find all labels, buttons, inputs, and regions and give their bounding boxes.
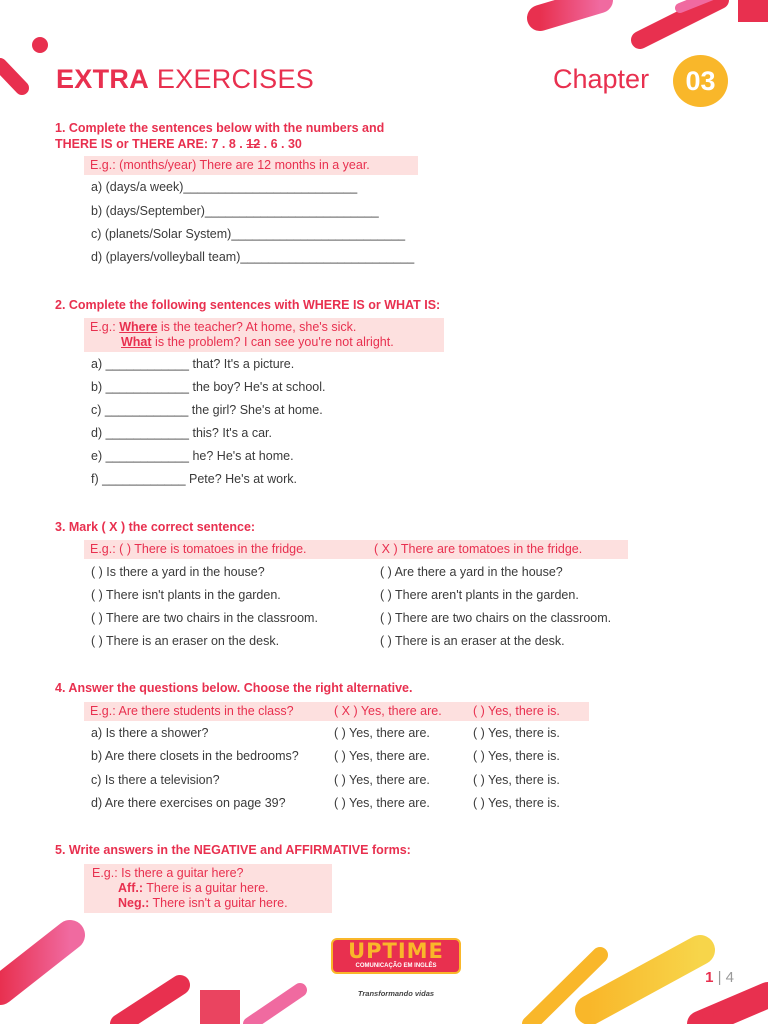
section-3-example: E.g.: ( ) There is tomatoes in the fridge. ( X ) There are tomatoes in the fridge. (84, 540, 628, 559)
option: ( ) Yes, there are. (334, 749, 430, 763)
list-item: ( ) There are two chairs in the classroom. (91, 611, 318, 625)
page-number: 1 | 4 (705, 969, 734, 986)
list-item: ( ) Is there a yard in the house? (91, 565, 265, 579)
list-item: a) (days/a week)_________________________ (91, 180, 358, 194)
list-item: ( ) There is an eraser at the desk. (380, 634, 565, 648)
option: ( ) Yes, there are. (334, 796, 430, 810)
page-title: EXTRA EXERCISES (56, 64, 315, 94)
list-item: d) (players/volleyball team)_________________________ (91, 250, 415, 264)
list-item: c) (planets/Solar System)_________________________ (91, 227, 406, 241)
section-5-example: E.g.: Is there a guitar here? Aff.: There is a guitar here. Neg.: There isn't a guitar here. (84, 864, 332, 913)
logo-tagline: Transformando vidas (357, 989, 435, 998)
list-item: ( ) There is an eraser on the desk. (91, 634, 280, 648)
list-item: ( ) There isn't plants in the garden. (91, 588, 281, 602)
uptime-logo: UPTIME COMUNICAÇÃO EM INGLÊS (331, 938, 461, 974)
section-4-example: E.g.: Are there students in the class? ( X ) Yes, there are. ( ) Yes, there is. (84, 702, 589, 721)
section-2-example: E.g.: Where is the teacher? At home, she's sick. What is the problem? I can see you're not alright. (84, 318, 444, 352)
list-item: a) ____________ that? It's a picture. (91, 357, 295, 371)
section-2-heading: 2. Complete the following sentences with WHERE IS or WHAT IS: (55, 298, 441, 312)
section-1-example: E.g.: (months/year) There are 12 months in a year. (84, 156, 418, 175)
chapter-number-badge: 03 (673, 55, 728, 107)
section-4-heading: 4. Answer the questions below. Choose the right alternative. (55, 681, 413, 695)
list-item: b) (days/September)_________________________ (91, 204, 379, 218)
list-item: ( ) There aren't plants in the garden. (380, 588, 579, 602)
list-item: c) ____________ the girl? She's at home. (91, 403, 323, 417)
list-item: b) ____________ the boy? He's at school. (91, 380, 326, 394)
section-1-heading: 1. Complete the sentences below with the numbers and THERE IS or THERE ARE: 7 . 8 . 12 . 6 . 30 (55, 121, 385, 151)
option: ( ) Yes, there are. (334, 773, 430, 787)
option: ( ) Yes, there is. (473, 796, 560, 810)
option: ( ) Yes, there is. (473, 726, 560, 740)
chapter-label: Chapter (553, 64, 650, 94)
option: ( ) Yes, there are. (334, 726, 430, 740)
question: b) Are there closets in the bedrooms? (91, 749, 299, 763)
list-item: f) ____________ Pete? He's at work. (91, 472, 297, 486)
section-3-heading: 3. Mark ( X ) the correct sentence: (55, 520, 256, 534)
section-5-heading: 5. Write answers in the NEGATIVE and AFFIRMATIVE forms: (55, 843, 411, 857)
list-item: d) ____________ this? It's a car. (91, 426, 272, 440)
option: ( ) Yes, there is. (473, 749, 560, 763)
question: d) Are there exercises on page 39? (91, 796, 286, 810)
question: c) Is there a television? (91, 773, 220, 787)
option: ( ) Yes, there is. (473, 773, 560, 787)
list-item: e) ____________ he? He's at home. (91, 449, 294, 463)
list-item: ( ) Are there a yard in the house? (380, 565, 563, 579)
question: a) Is there a shower? (91, 726, 209, 740)
list-item: ( ) There are two chairs on the classroom. (380, 611, 612, 625)
